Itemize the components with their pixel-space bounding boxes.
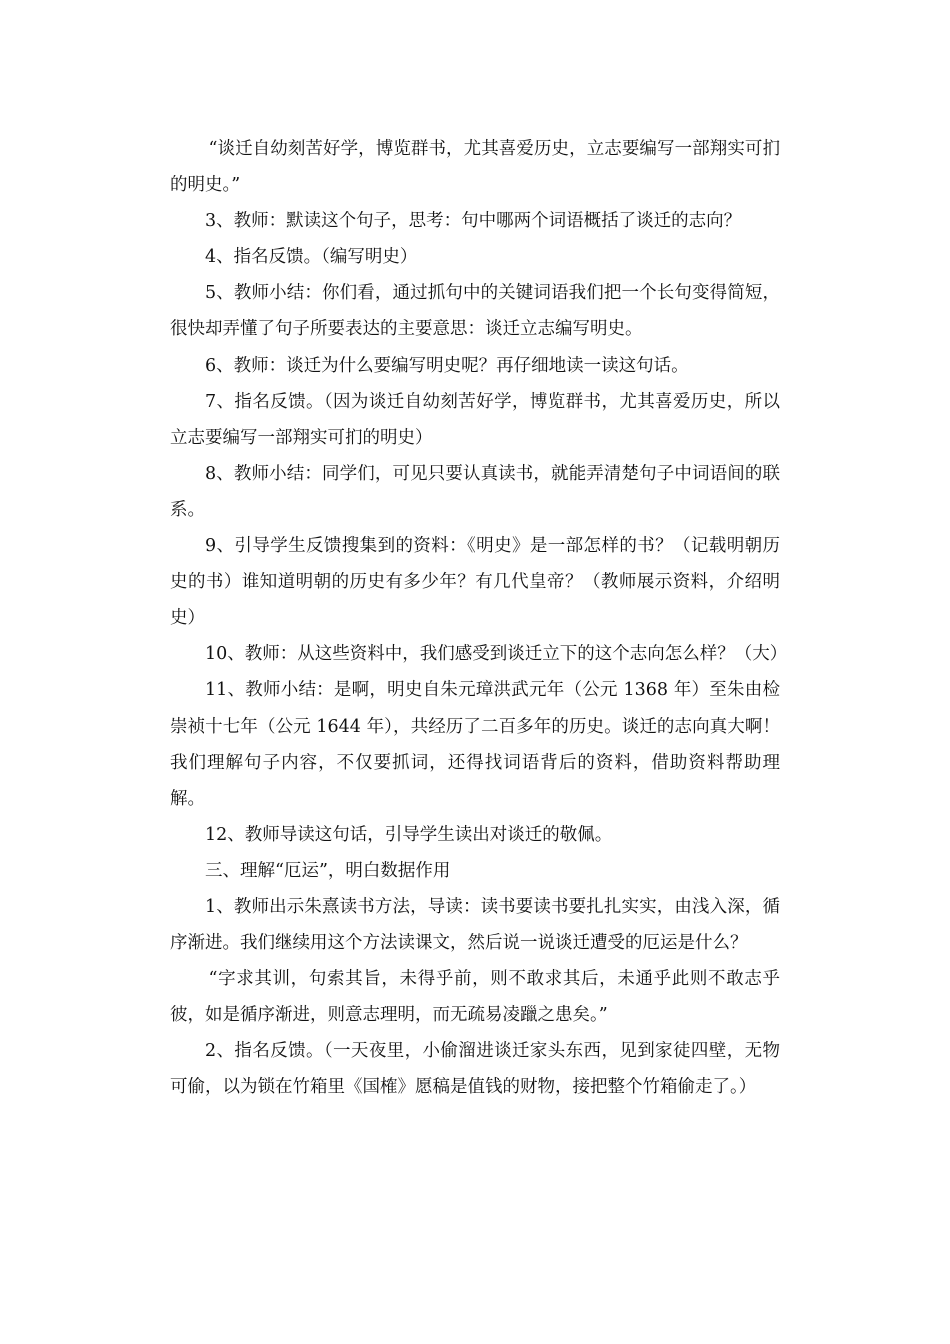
quote-paragraph-2: “字求其训，句索其旨，未得乎前，则不敢求其后，未通乎此则不敢志乎彼，如是循序渐进，则意志理明，而无疏易凌躐之患矣。” <box>170 969 780 1026</box>
quote-paragraph-1: “谈迁自幼刻苦好学，博览群书，尤其喜爱历史，立志要编写一部翔实可扪的明史。” <box>170 139 780 196</box>
paragraph-step-4: 4、指名反馈。（编写明史） <box>205 247 418 268</box>
paragraph-step-10: 10、教师：从这些资料中，我们感受到谈迁立下的这个志向怎么样？（大） <box>205 644 788 665</box>
document-body <box>170 131 788 1106</box>
paragraph-step-5: 5、教师小结：你们看，通过抓句中的关键词语我们把一个长句变得简短，很快却弄懂了句子所要表达的主要意思：谈迁立志编写明史。 <box>170 283 780 340</box>
paragraph-step-3: 3、教师：默读这个句子，思考：句中哪两个词语概括了谈迁的志向？ <box>205 211 742 232</box>
paragraph-step-12: 12、教师导读这句话，引导学生读出对谈迁的敬佩。 <box>205 824 613 845</box>
paragraph-step-11: 11、教师小结：是啊，明史自朱元璋洪武元年（公元 1368 年）至朱由检崇祯十七年（公元 1644 年），共经历了二百多年的历史。谈迁的志向真大啊！我们理解句子内容，不仅要抓词，还得找词语背后的资料，借助资料帮助理解。 <box>170 680 780 809</box>
paragraph-part3-step-2: 2、指名反馈。（一天夜里，小偷溜进谈迁家头东西，见到家徒四壁，无物可偷，以为锁在竹箱里《国榷》愿稿是值钱的财物，接把整个竹箱偷走了。） <box>170 1041 780 1098</box>
paragraph-part3-step-1: 1、教师出示朱熹读书方法，导读：读书要读书要扎扎实实，由浅入深，循序渐进。我们继续用这个方法读课文，然后说一说谈迁遭受的厄运是什么？ <box>170 896 780 954</box>
paragraph-step-6: 6、教师：谈迁为什么要编写明史呢？再仔细地读一读这句话。 <box>205 355 689 376</box>
paragraph-step-7: 7、指名反馈。（因为谈迁自幼刻苦好学，博览群书，尤其喜爱历史，所以立志要编写一部翔实可扪的明史） <box>170 391 780 448</box>
paragraph-step-9: 9、引导学生反馈搜集到的资料：《明史》是一部怎样的书？（记载明朝历史的书）谁知道明朝的历史有多少年？有几代皇帝？（教师展示资料，介绍明史） <box>170 536 780 629</box>
section-heading-3: 三、理解“厄运”，明白数据作用 <box>205 860 451 881</box>
paragraph-step-8: 8、教师小结：同学们，可见只要认真读书，就能弄清楚句子中词语间的联系。 <box>170 463 780 520</box>
